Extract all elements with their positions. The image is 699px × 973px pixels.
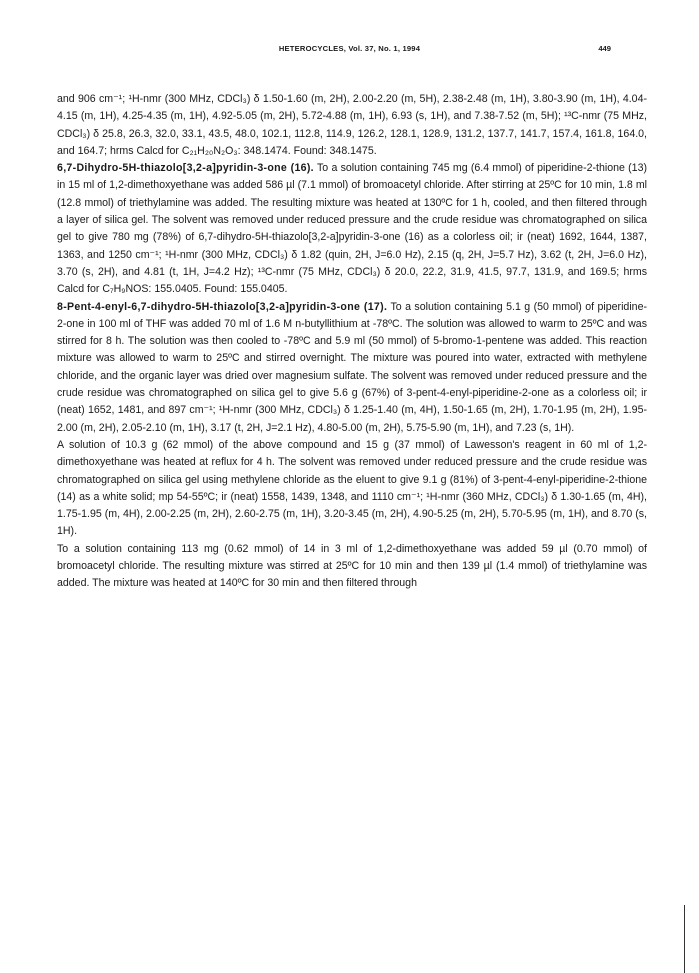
paragraph-compound-16 <box>57 160 647 298</box>
compound-heading: 8-Pent-4-enyl-6,7-dihydro-5H-thiazolo[3,2-a]pyridin-3-one (17). <box>57 300 388 313</box>
article-body <box>57 91 647 593</box>
paragraph-text: A solution of 10.3 g (62 mmol) of the above compound and 15 g (37 mmol) of Lawesson's reagent in 60 ml of 1,2-dimethoxyethane was heated at reflux for 4 h. The solvent was removed under reduced pressure and the crude residue was chromatographed on silica gel using methylene chloride as the eluent to give 9.1 g (81%) of 3-pent-4-enyl-piperidine-2-thione (14) as a white solid; mp 54-55ºC; ir (neat) 1558, 1439, 1348, and 1110 cm⁻¹; ¹H-nmr (360 MHz, CDCl₃) δ 1.30-1.65 (m, 4H), 1.75-1.95 (m, 4H), 2.00-2.25 (m, 2H), 2.60-2.75 (m, 1H), 3.20-3.45 (m, 2H), 4.90-5.25 (m, 2H), 5.70-5.95 (m, 1H), and 8.70 (s, 1H). <box>57 438 647 538</box>
paragraph-text: To a solution containing 113 mg (0.62 mmol) of 14 in 3 ml of 1,2-dimethoxyethane was added 59 µl (0.70 mmol) of bromoacetyl chloride. The resulting mixture was stirred at 25ºC for 10 min and then 139 µl (1.4 mmol) of triethylamine was added. The mixture was heated at 140ºC for 30 min and then filtered through <box>57 542 647 590</box>
page-number: 449 <box>598 44 611 53</box>
running-header <box>0 44 699 58</box>
paragraph-text: To a solution containing 745 mg (6.4 mmol) of piperidine-2-thione (13) in 15 ml of 1,2-dimethoxyethane was added 586 µl (7.1 mmol) of bromoacetyl chloride. After stirring at 25ºC for 10 min, 1.8 ml (12.8 mmol) of triethylamine was added. The resulting mixture was heated at 130ºC for 1 h, cooled, and then filtered through a layer of silica gel. The solvent was removed under reduced pressure and the crude residue was chromatographed on silica gel to give 780 mg (78%) of 6,7-dihydro-5H-thiazolo[3,2-a]pyridin-3-one (16) as a colorless oil; ir (neat) 1692, 1644, 1387, 1363, and 1250 cm⁻¹; ¹H-nmr (300 MHz, CDCl₃) δ 1.82 (quin, 2H, J=6.0 Hz), 2.15 (q, 2H, J=5.7 Hz), 3.62 (t, 2H, J=6.0 Hz), 3.70 (s, 2H), and 4.81 (t, 1H, J=4.2 Hz); ¹³C-nmr (75 MHz, CDCl₃) δ 20.0, 22.2, 31.9, 41.5, 97.7, 131.9, and 169.5; hrms Calcd for C₇H₉NOS: 155.0405. Found: 155.0405. <box>57 162 647 296</box>
paragraph-thione-14 <box>57 437 647 541</box>
compound-heading: 6,7-Dihydro-5H-thiazolo[3,2-a]pyridin-3-one (16). <box>57 162 314 175</box>
paragraph-text: and 906 cm⁻¹; ¹H-nmr (300 MHz, CDCl₃) δ 1.50-1.60 (m, 2H), 2.00-2.20 (m, 5H), 2.38-2.48 (m, 1H), 3.80-3.90 (m, 1H), 4.04-4.15 (m, 1H), 4.25-4.35 (m, 1H), 4.92-5.05 (m, 2H), 5.72-4.88 (m, 1H), 6.93 (s, 1H), and 7.38-7.52 (m, 5H); ¹³C-nmr (75 MHz, CDCl₃) δ 25.8, 26.3, 32.0, 33.1, 43.5, 48.0, 102.1, 112.8, 114.9, 126.2, 128.1, 128.9, 131.2, 137.7, 141.7, 157.4, 161.8, 164.0, and 164.7; hrms Calcd for C₂₁H₂₀N₂O₃: 348.1474. Found: 348.1475. <box>57 93 647 157</box>
paragraph-spectral-data-continued <box>57 91 647 160</box>
paragraph-cyclization <box>57 541 647 593</box>
journal-citation: HETEROCYCLES, Vol. 37, No. 1, 1994 <box>278 44 421 53</box>
paragraph-text: To a solution containing 5.1 g (50 mmol) of piperidine-2-one in 100 ml of THF was added 70 ml of 1.6 M n-butyllithium at -78ºC. The solution was allowed to warm to 25ºC and was stirred for 8 h. The solution was then cooled to -78ºC and 5.9 ml (50 mmol) of 5-bromo-1-pentene was added. This reaction mixture was allowed to warm to 25ºC and stirred overnight. The mixture was poured into water, extracted with methylene chloride, and the organic layer was dried over magnesium sulfate. The solvent was removed under reduced pressure and the crude residue was chromatographed on silica gel to give 5.6 g (67%) of 3-pent-4-enyl-piperidine-2-one as a colorless oil; ir (neat) 1652, 1481, and 897 cm⁻¹; ¹H-nmr (300 MHz, CDCl₃) δ 1.25-1.40 (m, 4H), 1.50-1.65 (m, 2H), 1.70-1.95 (m, 2H), 1.95-2.00 (m, 2H), 2.05-2.10 (m, 1H), 3.17 (t, 2H, J=2.1 Hz), 4.80-5.00 (m, 2H), 5.75-5.90 (m, 1H), and 7.23 (s, 1H). <box>57 300 647 434</box>
paragraph-compound-17 <box>57 299 647 437</box>
margin-rule <box>684 905 685 973</box>
